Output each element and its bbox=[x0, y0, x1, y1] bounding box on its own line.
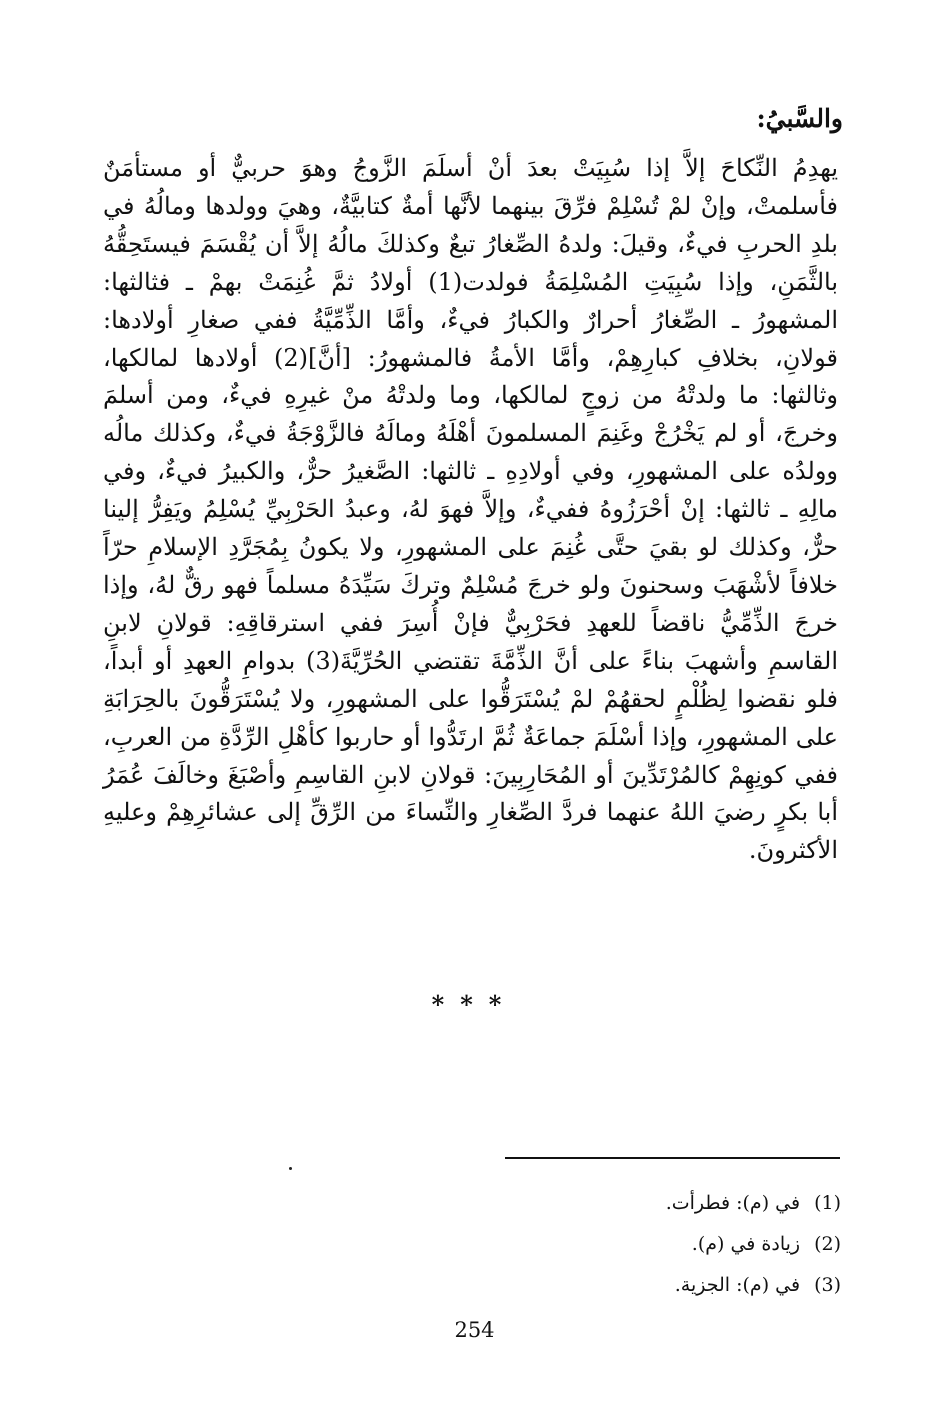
footnote-2 bbox=[666, 1224, 841, 1265]
footnote-number: (1) bbox=[814, 1192, 841, 1214]
footnote-3 bbox=[666, 1265, 841, 1306]
footnote-1 bbox=[666, 1183, 841, 1224]
paragraph: يهدِمُ النِّكاحَ إلاَّ إذا سُبِيَتْ بعدَ أنْ أسلَمَ الزَّوجُ وهوَ حربيٌّ أو مستأمَنٌ فأسلمتْ، وإنْ لمْ تُسْلِمْ فرِّقَ بينهما لأنَّها أمةٌ كتابيَّةٌ، وهيَ وولدها ومالُهُ في بلدِ الحربِ فيءٌ، وقيلَ: ولدهُ الصِّغارُ تبعٌ وكذلكَ مالُهُ إلاَّ أن يُقْسَمَ فيستَحِقُّهُ بالثَّمَنِ، وإذا سُبِيَتِ المُسْلِمَةُ فولدت(1) أولادُ ثمَّ غُنِمَتْ بهمْ ـ فثالثها: المشهورُ ـ الصِّغارُ أحرارٌ والكبارُ فيءٌ، وأمَّا الذِّمِّيَّةُ ففي صغارِ أولادها: قولانِ، بخلافِ كبارِهِمْ، وأمَّا الأمةُ فالمشهورُ: [أنَّ](2) أولادها لمالكها، وثالثها: ما ولدتْهُ من زوجٍ لمالكها، وما ولدتْهُ منْ غيرِهِ فيءٌ، ومن أسلمَ وخرجَ، أو لم يَخْرُجْ وغَنِمَ المسلمونَ أهْلَهُ ومالَهُ فالزَّوْجَةُ فيءٌ، وكذلك مالُه وولدُه على المشهورِ، وفي أولادِهِ ـ ثالثها: الصَّغيرُ حرٌّ، والكبيرُ فيءٌ، وفي مالِهِ ـ ثالثها: إنْ أحْرَزُوهُ ففيءٌ، وإلاَّ فهوَ لهُ، وعبدُ الحَرْبِيِّ يُسْلِمُ ويَفِرُّ إلينا حرٌّ، وكذلك لو بقيَ حتَّى غُنِمَ على المشهورِ، ولا يكونُ بِمُجَرَّدِ الإسلامِ حرّاً خلافاً لأشْهَبَ وسحنونَ ولو خرجَ مُسْلِمٌ وتركَ سَيِّدَهُ مسلماً فهو رقٌّ لهُ، وإذا خرجَ الذِّمِّيُّ ناقضاً للعهدِ فحَرْبِيٌّ فإنْ أُسِرَ ففي استرقاقِهِ: قولانِ لابنِ القاسمِ وأشهبَ بناءً على أنَّ الذِّمَّةَ تقتضي الحُرِّيَّةَ(3) بدوامِ العهدِ أو أبداً، فلو نقضوا لِظُلْمٍ لحقهُمْ لمْ يُسْتَرَقُّوا على المشهورِ، ولا يُسْتَرَقُّونَ بالحِرَابَةِ على المشهورِ، وإذا أسْلَمَ جماعَةٌ ثُمَّ ارتَدُّوا أو حاربوا كأهْلِ الرِّدَّةِ من العربِ، ففي كونِهِمْ كالمُرْتَدِّينَ أو المُحَارِبِينَ: قولانِ لابنِ القاسِمِ وأصْبَغَ وخالَفَ عُمَرُ أبا بكرٍ رضيَ اللهُ عنهما فردَّ الصِّغارِ والنِّساءَ من الرِّقِّ إلى عشائرِهِمْ وعليهِ الأكثرونَ. bbox=[103, 154, 838, 865]
footnote-text: في (م): الجزية. bbox=[674, 1274, 801, 1296]
footnote-number: (2) bbox=[814, 1233, 841, 1255]
page-number: 254 bbox=[454, 1318, 495, 1342]
body-text bbox=[103, 150, 838, 870]
stray-mark bbox=[289, 1167, 292, 1170]
section-heading: والسَّبيُ: bbox=[756, 104, 843, 133]
footnote-number: (3) bbox=[814, 1274, 841, 1296]
footnote-text: زيادة في (م). bbox=[691, 1233, 801, 1255]
section-separator: *** bbox=[431, 990, 518, 1019]
footnote-divider bbox=[505, 1157, 840, 1159]
footnote-text: في (م): فطرأت. bbox=[665, 1192, 801, 1214]
footnotes bbox=[666, 1183, 841, 1306]
